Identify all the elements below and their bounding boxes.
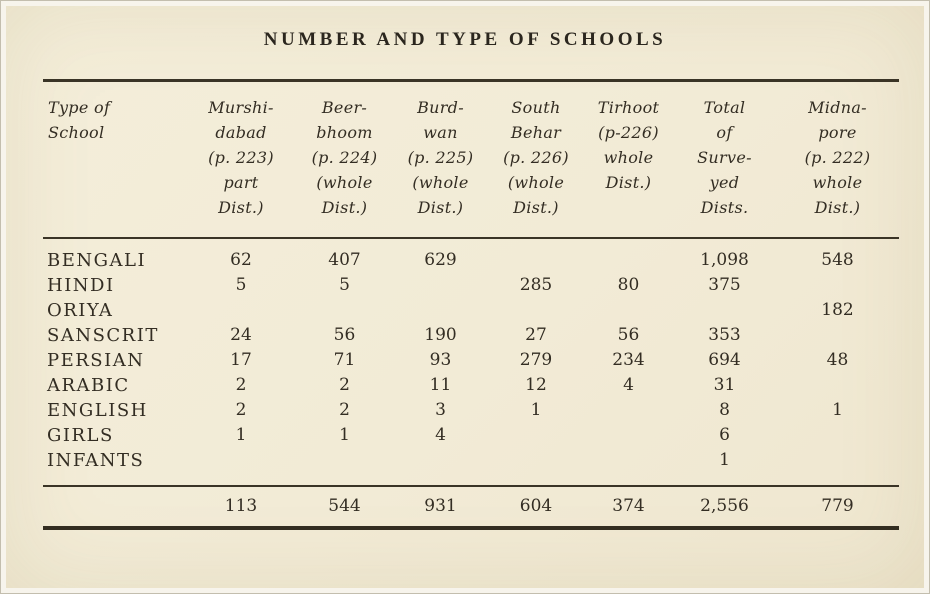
column-header-burdwan	[393, 81, 488, 238]
table-cell	[393, 273, 488, 298]
table-cell	[393, 298, 488, 323]
table-cell: 2	[235, 399, 247, 420]
table-cell: 11	[429, 374, 452, 395]
table-cell	[296, 298, 393, 323]
header-line: (p. 225)	[407, 148, 474, 167]
table-cell: 5	[339, 274, 350, 295]
table-cell: 2	[235, 374, 247, 395]
header-line: yed	[709, 173, 740, 192]
table-cell	[776, 423, 899, 448]
table-cell	[393, 448, 488, 486]
table-cell: 4	[435, 424, 446, 445]
header-line: (p. 226)	[503, 148, 569, 167]
column-header-midnapore	[776, 81, 899, 238]
table-row	[43, 423, 899, 448]
table-cell	[186, 448, 296, 486]
table-cell	[673, 298, 776, 323]
table-cell	[488, 423, 584, 448]
table-cell: 80	[617, 274, 640, 295]
table-cell: 24	[230, 324, 252, 345]
header-line: dabad	[215, 123, 267, 142]
paper	[6, 6, 924, 588]
header-line: Dist.)	[321, 198, 368, 217]
table-cell	[776, 323, 899, 348]
row-label: HINDI	[47, 274, 115, 296]
table-cell: 375	[708, 274, 741, 295]
table-cell	[488, 448, 584, 486]
table-row	[43, 448, 899, 486]
total-cell: 374	[584, 486, 673, 528]
table-cell: 2	[339, 374, 350, 395]
row-label: ENGLISH	[47, 399, 148, 421]
table-cell: 694	[708, 349, 741, 370]
total-cell: 604	[488, 486, 584, 528]
table-cell: 1,098	[700, 249, 749, 270]
total-cell: 544	[296, 486, 393, 528]
table-cell: 1	[832, 399, 843, 420]
table-cell: 27	[525, 324, 547, 345]
header-line: Dists.	[700, 198, 749, 217]
header-line: Burd-	[417, 98, 464, 117]
row-label: GIRLS	[47, 424, 114, 446]
header-line: of	[716, 123, 733, 142]
header-line: Total	[703, 98, 746, 117]
column-header-south-behar	[488, 81, 584, 238]
totals-row	[43, 486, 899, 528]
table-cell: 48	[826, 349, 849, 370]
table-cell: 190	[424, 324, 457, 345]
header-line: (p. 224)	[311, 148, 378, 167]
header-line: Murshi-	[208, 98, 274, 117]
header-line: Behar	[510, 123, 562, 142]
row-label: BENGALI	[47, 249, 147, 271]
header-line: Surve-	[697, 148, 752, 167]
header-line: (p-226)	[598, 123, 659, 142]
table-row	[43, 273, 899, 298]
table-cell: 548	[821, 249, 854, 270]
total-cell: 779	[776, 486, 899, 528]
table-cell: 17	[230, 349, 252, 370]
header-row	[43, 81, 899, 238]
table-cell	[584, 448, 673, 486]
table-header	[43, 81, 899, 238]
table-footer	[43, 486, 899, 528]
header-line: (whole	[316, 173, 373, 192]
table-cell: 279	[519, 349, 553, 370]
table-row	[43, 323, 899, 348]
table-cell: 12	[525, 374, 547, 395]
table-cell: 353	[708, 324, 741, 345]
header-type-of-school	[43, 81, 186, 238]
table-cell	[186, 298, 296, 323]
table-cell: 407	[328, 249, 361, 270]
header-line: (whole	[412, 173, 469, 192]
header-line: bhoom	[316, 123, 373, 142]
table-row	[43, 348, 899, 373]
page-title: NUMBER AND TYPE OF SCHOOLS	[263, 29, 667, 50]
table-cell	[776, 448, 899, 486]
table-cell: 5	[235, 274, 247, 295]
header-line: Dist.)	[513, 198, 559, 217]
table-cell	[584, 423, 673, 448]
schools-table	[43, 79, 899, 530]
table-cell: 62	[230, 249, 252, 270]
table-cell: 1	[719, 449, 730, 470]
header-line: whole	[812, 173, 863, 192]
column-header-total-of-surveyed-dists	[673, 81, 776, 238]
header-line: South	[511, 98, 561, 117]
total-cell: 113	[186, 486, 296, 528]
header-line: Dist.)	[417, 198, 464, 217]
table-cell: 285	[519, 274, 553, 295]
header-line: (whole	[507, 173, 565, 192]
table-cell	[488, 298, 584, 323]
table-cell: 1	[530, 399, 542, 420]
table-cell: 3	[435, 399, 446, 420]
table-cell: 56	[617, 324, 640, 345]
table-cell: 93	[429, 349, 452, 370]
header-line: part	[223, 173, 259, 192]
row-label: PERSIAN	[47, 349, 145, 371]
table-row	[43, 398, 899, 423]
totals-label-spacer	[43, 486, 186, 528]
column-header-beerbhoom	[296, 81, 393, 238]
header-line: Dist.)	[218, 198, 264, 217]
table-cell	[584, 398, 673, 423]
table-cell: 234	[612, 349, 645, 370]
table-cell: 4	[623, 374, 634, 395]
header-line: pore	[818, 123, 857, 142]
row-label: ORIYA	[47, 299, 114, 321]
table-cell	[488, 238, 584, 273]
row-label: INFANTS	[47, 449, 145, 471]
table-cell	[776, 373, 899, 398]
header-line: Beer-	[321, 98, 368, 117]
total-cell: 931	[393, 486, 488, 528]
header-line: Midna-	[808, 98, 867, 117]
table-cell	[296, 448, 393, 486]
table-cell: 71	[333, 349, 356, 370]
table-cell	[584, 298, 673, 323]
table-cell: 6	[719, 424, 730, 445]
header-line: Dist.)	[605, 173, 652, 192]
header-line: Type of	[48, 98, 111, 117]
header-line: whole	[603, 148, 654, 167]
table-cell: 182	[821, 299, 854, 320]
row-label: SANSCRIT	[47, 324, 159, 346]
table-cell	[776, 273, 899, 298]
header-line: (p. 222)	[804, 148, 871, 167]
table-cell: 8	[719, 399, 730, 420]
column-header-tirhoot	[584, 81, 673, 238]
column-header-murshidabad	[186, 81, 296, 238]
table-body	[43, 238, 899, 486]
header-line: Tirhoot	[597, 98, 660, 117]
table-row	[43, 298, 899, 323]
table-row	[43, 238, 899, 273]
header-line: wan	[423, 123, 458, 142]
table-cell: 1	[339, 424, 350, 445]
header-line: (p. 223)	[208, 148, 274, 167]
table-cell	[584, 238, 673, 273]
header-line: Dist.)	[814, 198, 861, 217]
row-label: ARABIC	[47, 374, 130, 396]
total-cell: 2,556	[673, 486, 776, 528]
table-cell: 2	[339, 399, 350, 420]
table-cell: 56	[333, 324, 356, 345]
header-line: School	[48, 123, 105, 142]
table-cell: 629	[424, 249, 457, 270]
table-cell: 1	[235, 424, 247, 445]
table-cell: 31	[713, 374, 736, 395]
table-row	[43, 373, 899, 398]
